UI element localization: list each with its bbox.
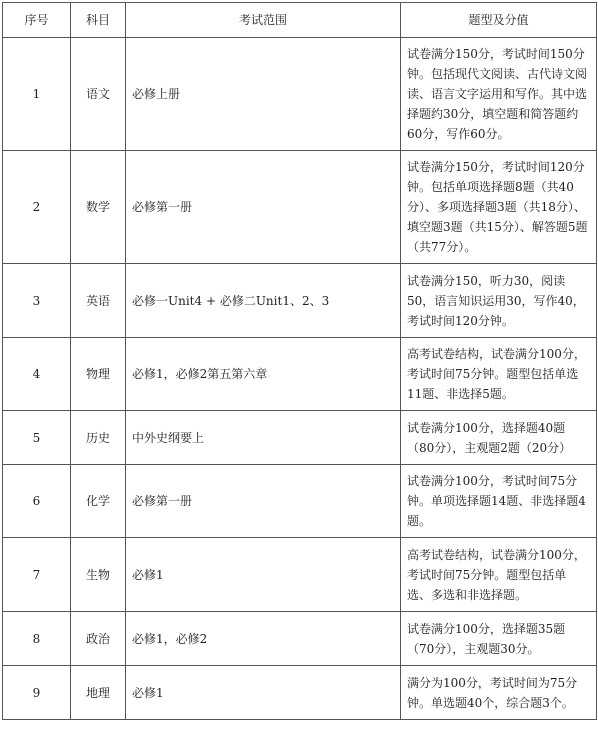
row-subject: 数学 bbox=[71, 151, 126, 264]
table-row bbox=[3, 38, 597, 151]
row-no: 1 bbox=[3, 38, 71, 151]
exam-schedule-table bbox=[2, 2, 597, 720]
row-format: 高考试卷结构，试卷满分100分，考试时间75分钟。题型包括单选11题、非选择5题。 bbox=[401, 338, 597, 411]
row-scope: 中外史纲要上 bbox=[126, 411, 401, 465]
row-format: 高考试卷结构，试卷满分100分，考试时间75分钟。题型包括单选、多选和非选择题。 bbox=[401, 538, 597, 612]
row-no: 3 bbox=[3, 264, 71, 338]
header-no: 序号 bbox=[3, 3, 71, 38]
row-no: 2 bbox=[3, 151, 71, 264]
row-format: 试卷满分150分，考试时间120分钟。包括单项选择题8题（共40分）、多项选择题3题（共18分）、填空题3题（共15分）、解答题5题（共77分）。 bbox=[401, 151, 597, 264]
row-format: 试卷满分100分，选择题35题（70分），主观题30分。 bbox=[401, 612, 597, 666]
row-scope: 必修1，必修2 bbox=[126, 612, 401, 666]
row-scope: 必修1，必修2第五第六章 bbox=[126, 338, 401, 411]
table-row bbox=[3, 411, 597, 465]
row-format: 满分为100分，考试时间为75分钟。单选题40个，综合题3个。 bbox=[401, 666, 597, 720]
row-no: 4 bbox=[3, 338, 71, 411]
row-subject: 生物 bbox=[71, 538, 126, 612]
table-row bbox=[3, 338, 597, 411]
row-no: 9 bbox=[3, 666, 71, 720]
table-row bbox=[3, 612, 597, 666]
row-scope: 必修第一册 bbox=[126, 151, 401, 264]
table-row bbox=[3, 538, 597, 612]
row-no: 7 bbox=[3, 538, 71, 612]
row-no: 6 bbox=[3, 465, 71, 538]
row-no: 5 bbox=[3, 411, 71, 465]
header-scope: 考试范围 bbox=[126, 3, 401, 38]
row-scope: 必修第一册 bbox=[126, 465, 401, 538]
row-subject: 历史 bbox=[71, 411, 126, 465]
row-no: 8 bbox=[3, 612, 71, 666]
row-subject: 政治 bbox=[71, 612, 126, 666]
row-subject: 语文 bbox=[71, 38, 126, 151]
table-row bbox=[3, 666, 597, 720]
row-format: 试卷满分150，听力30，阅读50，语言知识运用30，写作40，考试时间120分钟。 bbox=[401, 264, 597, 338]
row-format: 试卷满分100分，考试时间75分钟。单项选择题14题、非选择题4题。 bbox=[401, 465, 597, 538]
header-row bbox=[3, 3, 597, 38]
row-subject: 地理 bbox=[71, 666, 126, 720]
row-subject: 英语 bbox=[71, 264, 126, 338]
table-row bbox=[3, 465, 597, 538]
row-format: 试卷满分100分，选择题40题（80分），主观题2题（20分） bbox=[401, 411, 597, 465]
row-subject: 物理 bbox=[71, 338, 126, 411]
table-row bbox=[3, 151, 597, 264]
row-scope: 必修上册 bbox=[126, 38, 401, 151]
row-scope: 必修一Unit4 + 必修二Unit1、2、3 bbox=[126, 264, 401, 338]
row-scope: 必修1 bbox=[126, 538, 401, 612]
row-scope: 必修1 bbox=[126, 666, 401, 720]
row-subject: 化学 bbox=[71, 465, 126, 538]
table-row bbox=[3, 264, 597, 338]
row-format: 试卷满分150分，考试时间150分钟。包括现代文阅读、古代诗文阅读、语言文字运用和写作。其中选择题约30分，填空题和简答题约60分，写作60分。 bbox=[401, 38, 597, 151]
header-subject: 科目 bbox=[71, 3, 126, 38]
header-format: 题型及分值 bbox=[401, 3, 597, 38]
